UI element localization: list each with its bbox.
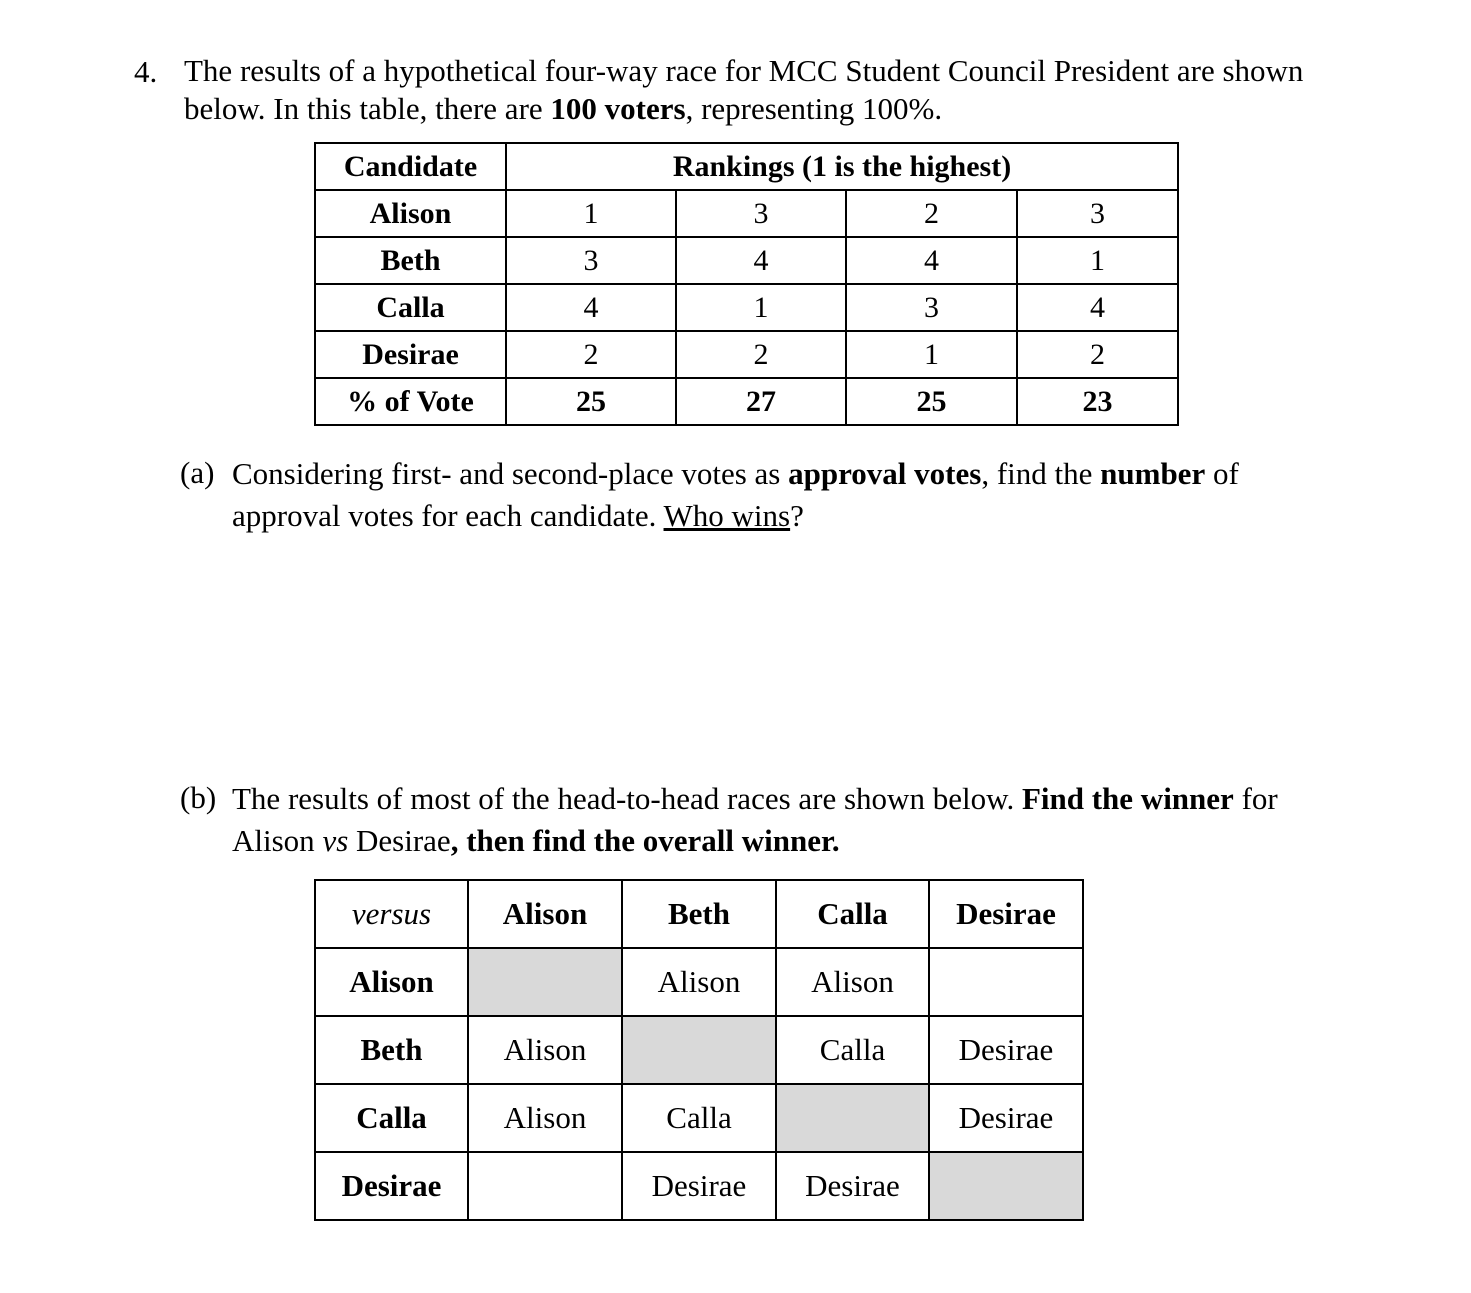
part-a-bold1: approval votes	[788, 456, 982, 491]
versus-col-header: Calla	[776, 880, 929, 948]
versus-cell: Alison	[622, 948, 776, 1016]
part-b-text3: Alison	[232, 823, 323, 858]
rankings-row-calla	[315, 284, 1178, 331]
part-a-label: (a)	[180, 455, 215, 490]
versus-row-calla	[315, 1084, 1083, 1152]
rank-cell: 3	[506, 237, 676, 284]
part-b-text	[232, 778, 1382, 862]
versus-cell: Desirae	[929, 1016, 1083, 1084]
rank-cell: 4	[846, 237, 1017, 284]
candidate-name: Desirae	[315, 331, 506, 378]
vote-percent: 25	[506, 378, 676, 425]
rank-cell: 1	[1017, 237, 1178, 284]
candidate-name: Beth	[315, 237, 506, 284]
rankings-row-alison	[315, 190, 1178, 237]
question-number: 4.	[134, 54, 158, 89]
part-b-italic: vs	[322, 823, 349, 858]
rank-cell: 3	[846, 284, 1017, 331]
vote-percent: 23	[1017, 378, 1178, 425]
rankings-vote-row	[315, 378, 1178, 425]
candidate-name: Alison	[315, 190, 506, 237]
rank-cell: 4	[676, 237, 846, 284]
rank-cell: 3	[676, 190, 846, 237]
versus-table	[314, 879, 1084, 1221]
versus-cell: Calla	[776, 1016, 929, 1084]
question-text-line1: The results of a hypothetical four-way race for MCC Student Council President are shown	[184, 53, 1304, 88]
versus-row-header: Alison	[315, 948, 468, 1016]
rank-cell: 1	[676, 284, 846, 331]
rank-cell: 2	[846, 190, 1017, 237]
question-text-line2b: , representing 100%.	[685, 91, 943, 126]
vote-label: % of Vote	[315, 378, 506, 425]
part-b-bold2: , then find the overall winner.	[450, 823, 840, 858]
versus-cell: Alison	[468, 1084, 622, 1152]
versus-cell: Desirae	[776, 1152, 929, 1220]
versus-cell: Alison	[776, 948, 929, 1016]
part-a-text	[232, 453, 1382, 537]
rank-cell: 4	[1017, 284, 1178, 331]
rank-cell: 3	[1017, 190, 1178, 237]
vote-percent: 27	[676, 378, 846, 425]
rankings-row-beth	[315, 237, 1178, 284]
versus-row-beth	[315, 1016, 1083, 1084]
part-a-text4: approval votes for each candidate.	[232, 498, 664, 533]
rankings-row-desirae	[315, 331, 1178, 378]
versus-row-alison	[315, 948, 1083, 1016]
versus-corner: versus	[315, 880, 468, 948]
rankings-header-candidate: Candidate	[315, 143, 506, 190]
vote-percent: 25	[846, 378, 1017, 425]
versus-cell-diagonal	[622, 1016, 776, 1084]
versus-row-header: Desirae	[315, 1152, 468, 1220]
part-a-text2: , find the	[981, 456, 1101, 491]
versus-cell: Desirae	[622, 1152, 776, 1220]
rank-cell: 2	[1017, 331, 1178, 378]
versus-cell-blank[interactable]	[929, 948, 1083, 1016]
versus-cell-blank[interactable]	[468, 1152, 622, 1220]
part-b-text1: The results of most of the head-to-head races are shown below.	[232, 781, 1022, 816]
versus-cell: Calla	[622, 1084, 776, 1152]
part-b-bold1: Find the winner	[1021, 781, 1234, 816]
versus-cell-diagonal	[929, 1152, 1083, 1220]
rank-cell: 1	[506, 190, 676, 237]
versus-cell-diagonal	[776, 1084, 929, 1152]
versus-row-desirae	[315, 1152, 1083, 1220]
versus-col-header: Desirae	[929, 880, 1083, 948]
versus-cell: Alison	[468, 1016, 622, 1084]
candidate-name: Calla	[315, 284, 506, 331]
versus-cell: Desirae	[929, 1084, 1083, 1152]
versus-row-header: Beth	[315, 1016, 468, 1084]
rank-cell: 1	[846, 331, 1017, 378]
question-text	[184, 52, 1384, 128]
part-a-bold2: number	[1100, 456, 1206, 491]
rank-cell: 2	[676, 331, 846, 378]
part-a-underlined: Who wins	[663, 498, 791, 533]
versus-header-row	[315, 880, 1083, 948]
part-a-text1: Considering first- and second-place votes as	[232, 456, 789, 491]
rank-cell: 4	[506, 284, 676, 331]
versus-cell-diagonal	[468, 948, 622, 1016]
rankings-header-rankings: Rankings (1 is the highest)	[506, 143, 1178, 190]
part-b-text2: for	[1233, 781, 1278, 816]
versus-col-header: Beth	[622, 880, 776, 948]
rankings-table	[314, 142, 1179, 426]
rank-cell: 2	[506, 331, 676, 378]
part-a-text3: of	[1205, 456, 1239, 491]
question-text-line2a: below. In this table, there are	[184, 91, 551, 126]
part-b-text4: Desirae	[348, 823, 451, 858]
part-b-label: (b)	[180, 780, 217, 815]
rankings-header-row	[315, 143, 1178, 190]
part-a-text5: ?	[790, 498, 804, 533]
versus-col-header: Alison	[468, 880, 622, 948]
versus-row-header: Calla	[315, 1084, 468, 1152]
question-voters-bold: 100 voters	[550, 91, 686, 126]
